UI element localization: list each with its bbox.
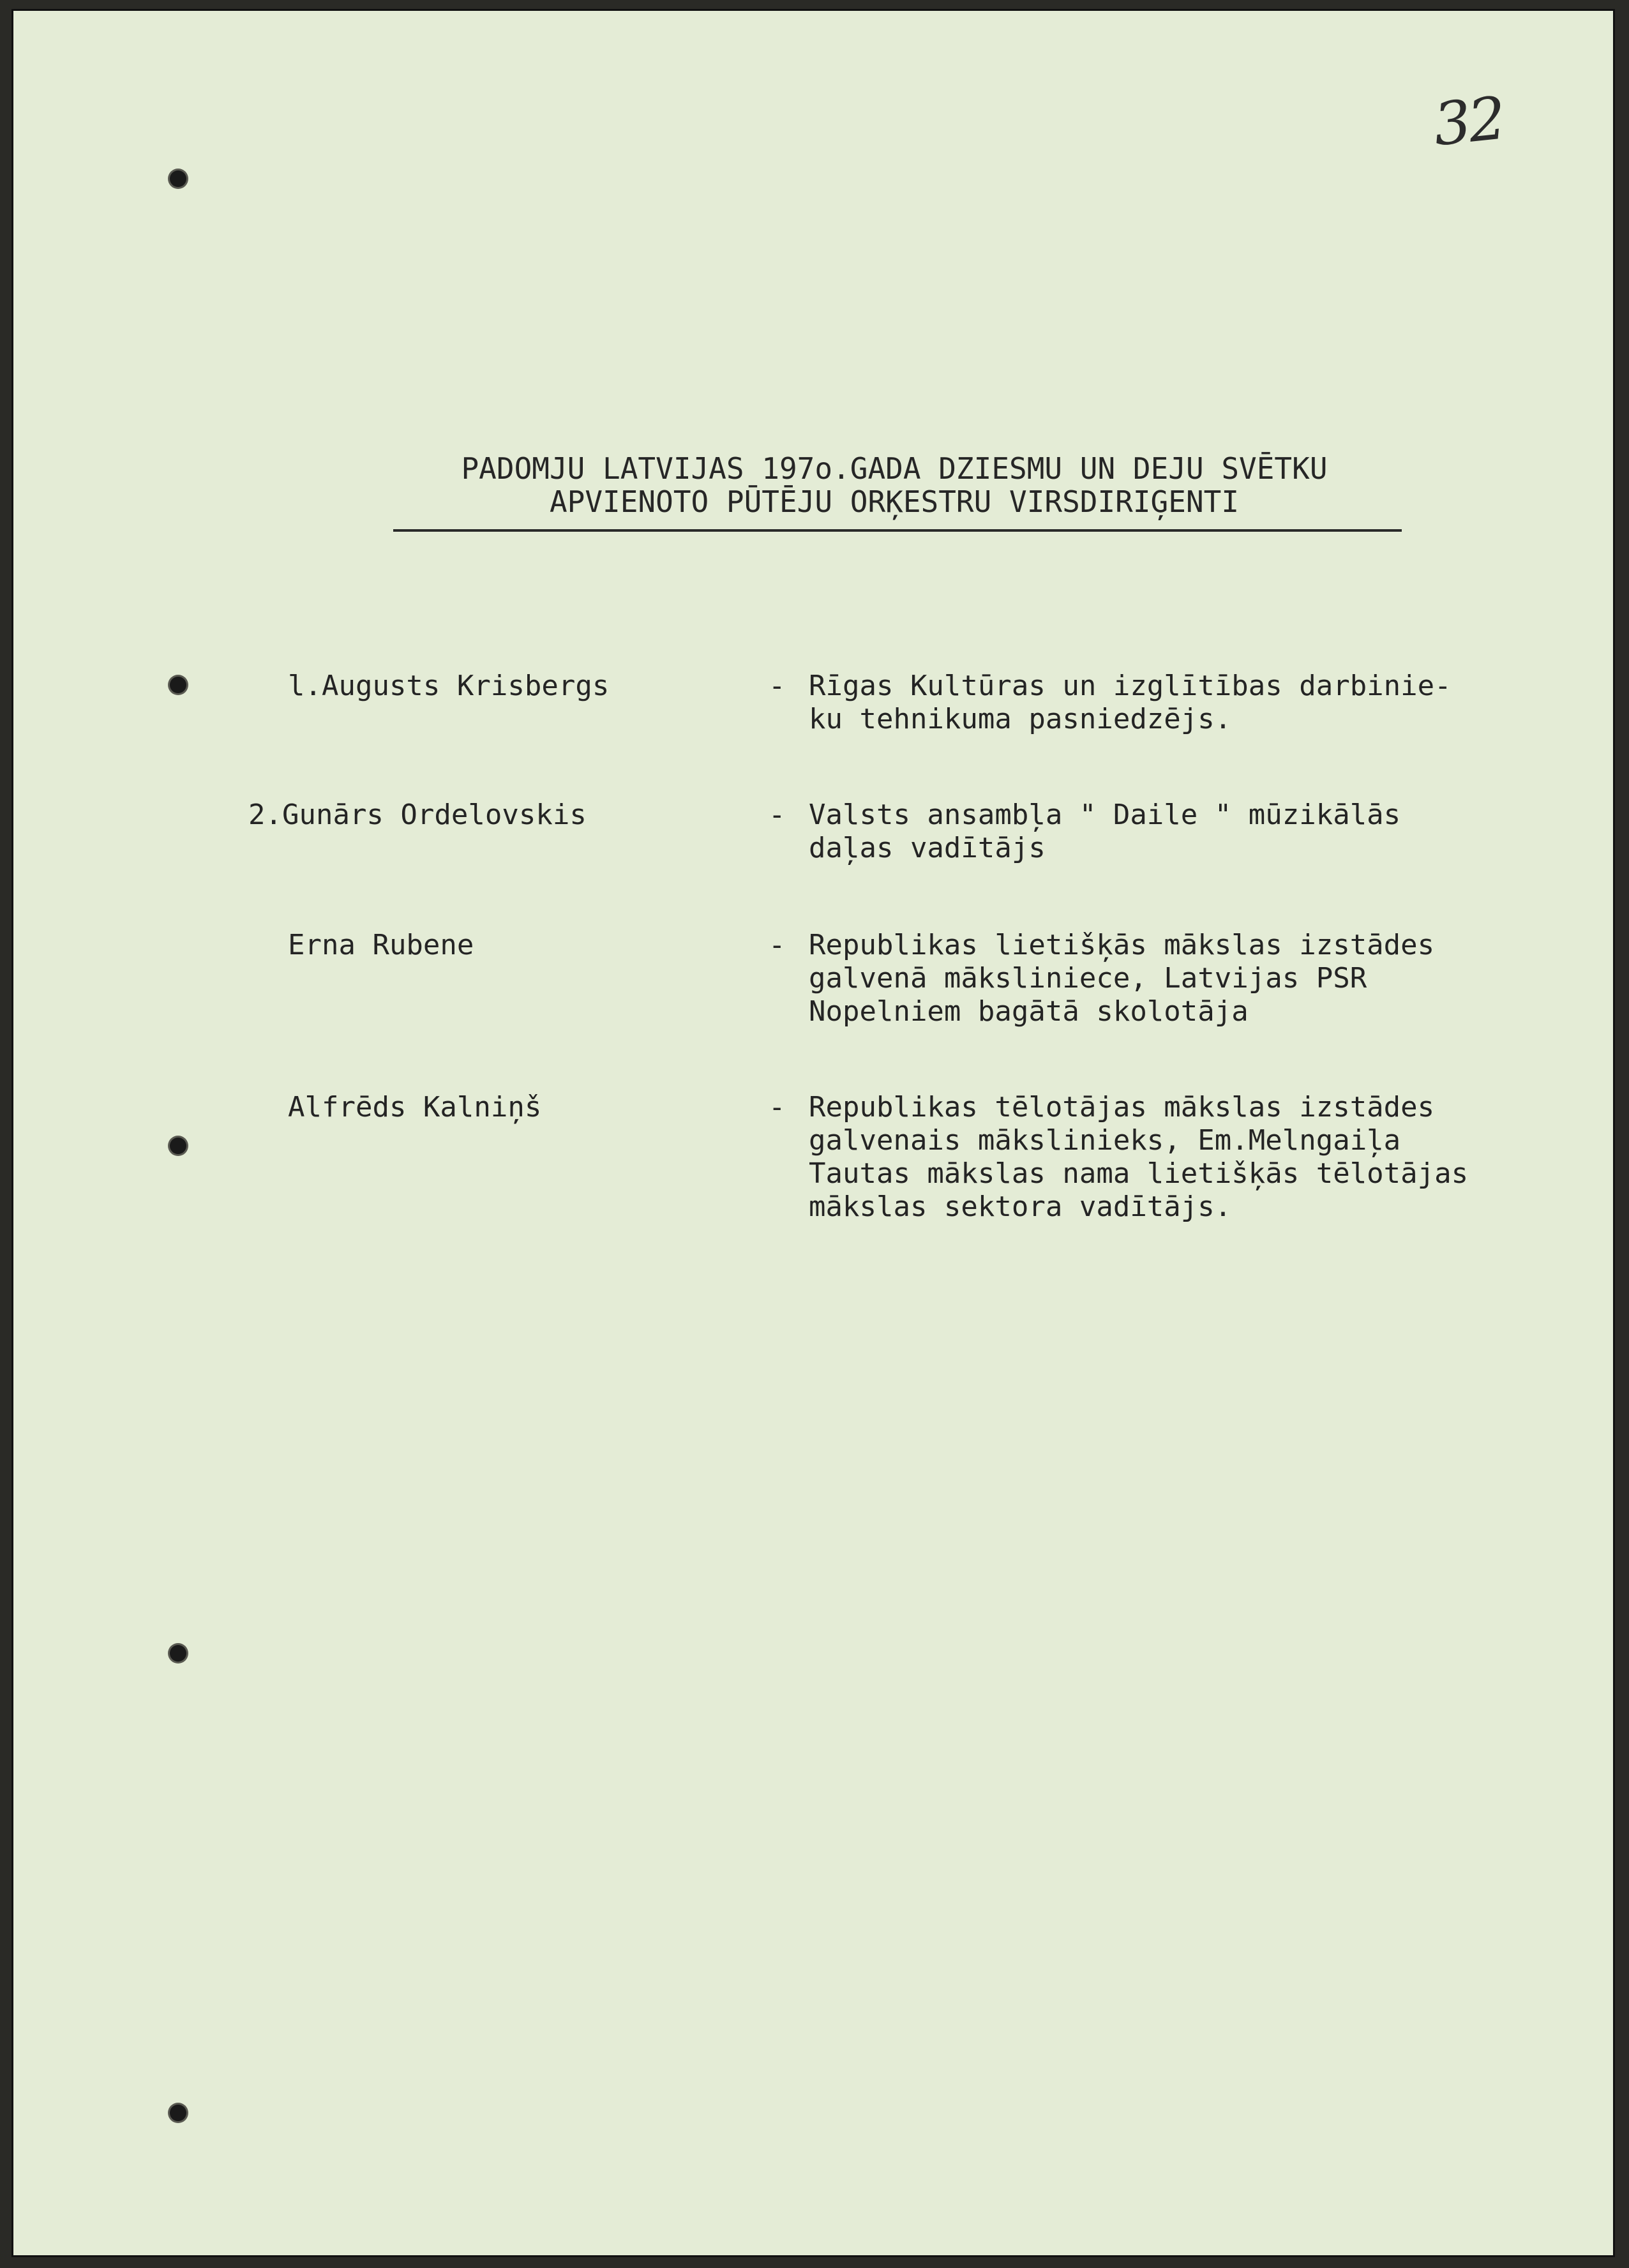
title-line-2: APVIENOTO PŪTĒJU ORĶESTRU VIRSDIRIĢENTI: [549, 484, 1240, 519]
description-line: Valsts ansambļa " Daile " mūzikālās: [809, 799, 1401, 831]
entry-dash: -: [769, 929, 786, 961]
entry-dash: -: [769, 799, 786, 831]
description-line: galvenais mākslinieks, Em.Melngaiļa: [809, 1124, 1401, 1157]
description-line: mākslas sektora vadītājs.: [809, 1190, 1232, 1223]
punch-hole: [170, 1645, 186, 1662]
description-line: daļas vadītājs: [809, 832, 1046, 864]
entry-description: [809, 1091, 1468, 1224]
description-line: Republikas lietišķās mākslas izstādes: [809, 929, 1435, 961]
punch-hole: [170, 2105, 186, 2121]
entry-dash: -: [769, 1091, 786, 1123]
entry-name: l.Augusts Krisbergs: [288, 670, 610, 702]
entry-description: [809, 670, 1452, 736]
title-underline: [393, 529, 1402, 532]
description-line: galvenā māksliniece, Latvijas PSR: [809, 962, 1367, 995]
entry-description: [809, 799, 1400, 865]
entry-name: Alfrēds Kalniņš: [288, 1091, 542, 1123]
punch-hole: [170, 677, 186, 693]
entry-name: 2.Gunārs Ordelovskis: [248, 799, 587, 831]
document-page: [11, 9, 1615, 2257]
description-line: ku tehnikuma pasniedzējs.: [809, 703, 1232, 735]
description-line: Rīgas Kultūras un izglītības darbinie-: [809, 670, 1452, 702]
punch-hole: [170, 1138, 186, 1154]
folio-number: 32: [1430, 84, 1507, 160]
punch-hole: [170, 170, 186, 187]
entry-name: Erna Rubene: [288, 929, 474, 961]
title-line-1: PADOMJU LATVIJAS 197o.GADA DZIESMU UN DEJU SVĒTKU: [461, 451, 1328, 486]
description-line: Republikas tēlotājas mākslas izstādes: [809, 1091, 1435, 1123]
entry-description: [809, 929, 1434, 1028]
entry-dash: -: [769, 670, 786, 702]
description-line: Nopelniem bagātā skolotāja: [809, 995, 1249, 1028]
description-line: Tautas mākslas nama lietišķās tēlotājas: [809, 1157, 1469, 1190]
